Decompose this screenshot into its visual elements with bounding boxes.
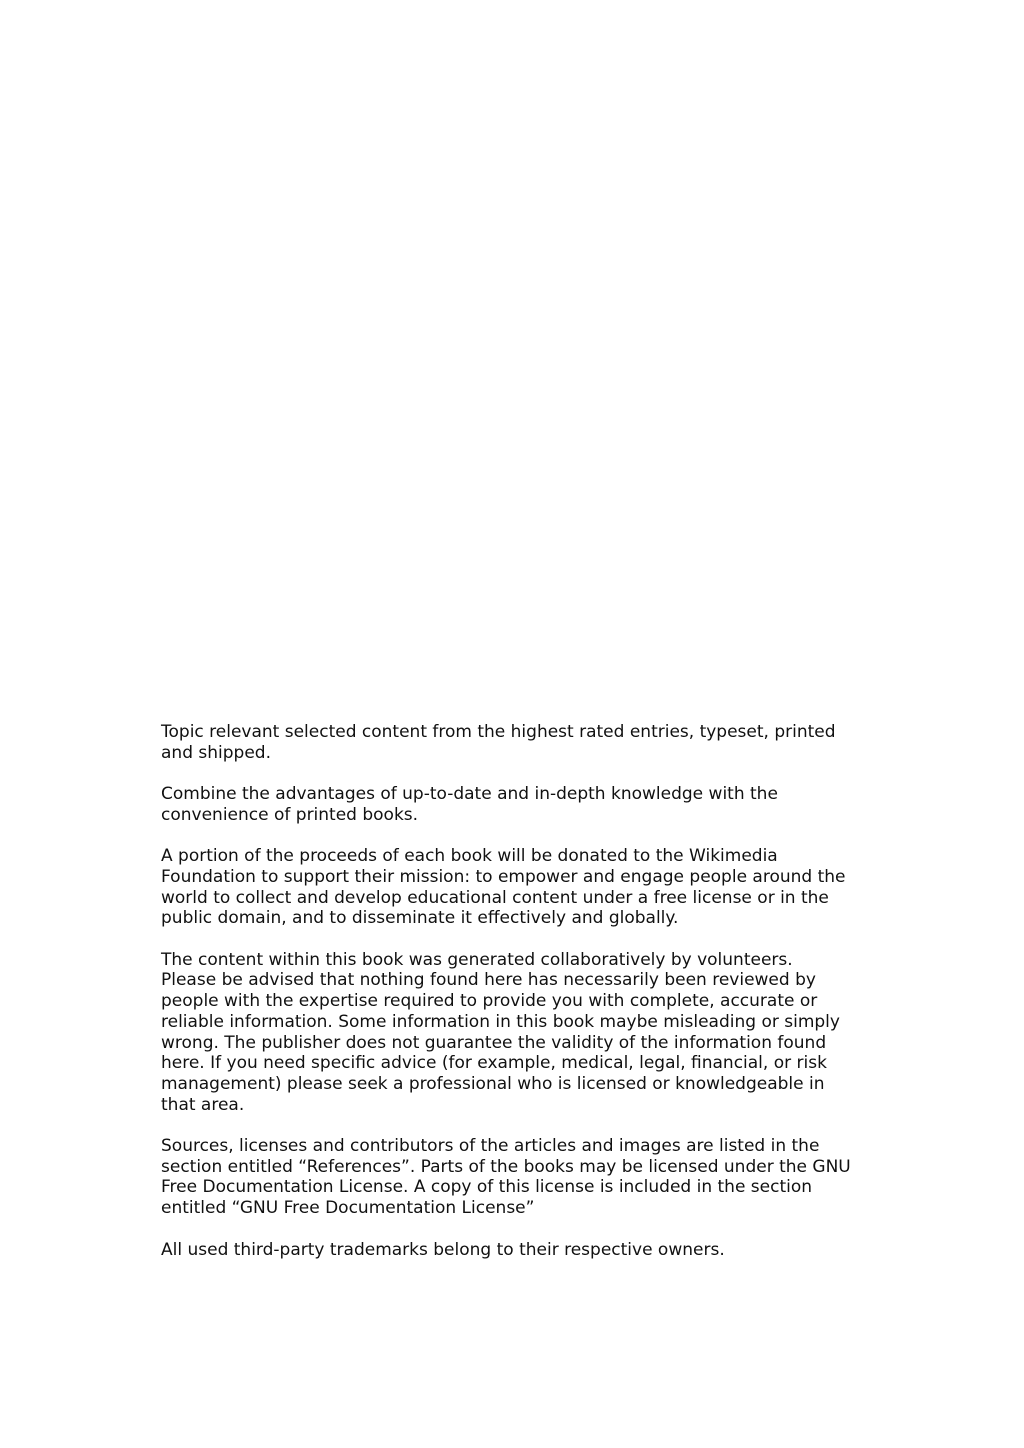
paragraph-advantages: Combine the advantages of up-to-date and in-depth knowledge with the convenience of printed books. bbox=[161, 784, 778, 825]
paragraph-trademarks: All used third-party trademarks belong to their respective owners. bbox=[161, 1239, 725, 1260]
paragraph-topic-content: Topic relevant selected content from the highest rated entries, typeset, printed and shipped. bbox=[161, 722, 836, 763]
disclaimer-text-block bbox=[161, 722, 881, 1260]
paragraph-wikimedia-donation: A portion of the proceeds of each book will be donated to the Wikimedia Foundation to support their mission: to empower and engage people around the world to collect and develop educational content under a free license or in the public domain, and to disseminate it effectively and globally. bbox=[161, 846, 846, 929]
paragraph-sources-licenses: Sources, licenses and contributors of the articles and images are listed in the section entitled “References”. Parts of the books may be licensed under the GNU Free Documentation License. A copy of this license is included in the section entitled “GNU Free Documentation License” bbox=[161, 1136, 851, 1219]
paragraph-volunteer-disclaimer: The content within this book was generated collaboratively by volunteers. Please be advised that nothing found here has necessarily been reviewed by people with the expertise required to provide you with complete, accurate or reliable information. Some information in this book maybe misleading or simply wrong. The publisher does not guarantee the validity of the information found here. If you need specific advice (for example, medical, legal, financial, or risk management) please seek a professional who is licensed or knowledgeable in that area. bbox=[161, 949, 840, 1115]
